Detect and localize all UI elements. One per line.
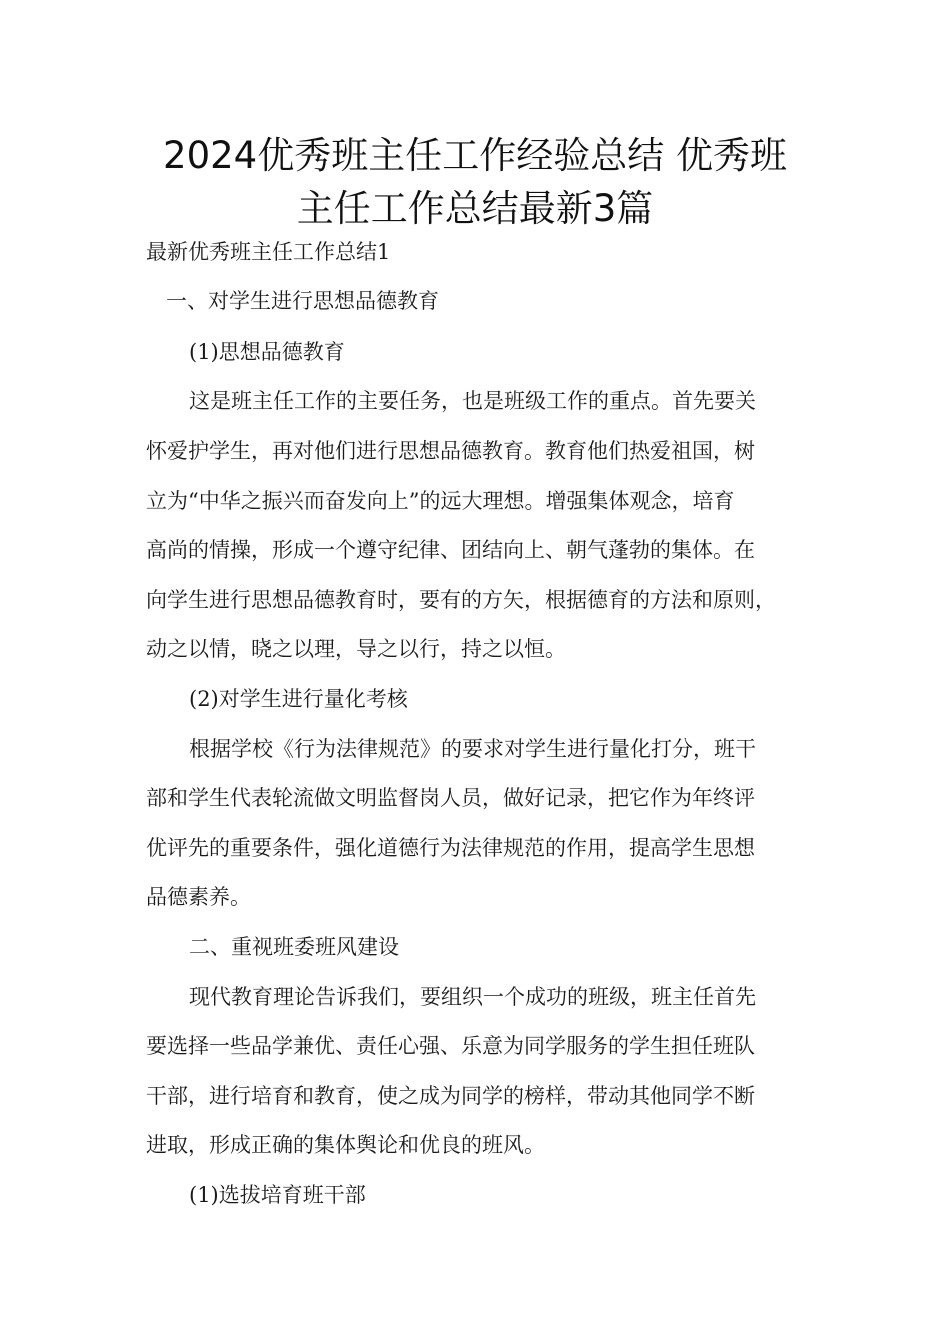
paragraph-2-line: 根据学校《行为法律规范》的要求对学生进行量化打分，班干 <box>189 737 756 761</box>
paragraph-1-line: 向学生进行思想品德教育时，要有的方矢，根据德育的方法和原则， <box>146 588 776 612</box>
paragraph-1-line: 高尚的情操，形成一个遵守纪律、团结向上、朝气蓬勃的集体。在 <box>146 538 755 562</box>
paragraph-1-line: 这是班主任工作的主要任务，也是班级工作的重点。首先要关 <box>189 389 756 413</box>
document-title-line-2: 主任工作总结最新3篇 <box>296 187 654 230</box>
paragraph-2-line: 品德素养。 <box>146 885 251 909</box>
paragraph-2-line: 部和学生代表轮流做文明监督岗人员，做好记录，把它作为年终评 <box>146 786 755 810</box>
paragraph-3-line: 现代教育理论告诉我们，要组织一个成功的班级，班主任首先 <box>189 985 756 1009</box>
document-title-line-1: 2024优秀班主任工作经验总结 优秀班 <box>163 134 787 177</box>
subsection-2-heading: (2)对学生进行量化考核 <box>189 687 408 711</box>
subtitle: 最新优秀班主任工作总结1 <box>146 240 391 264</box>
paragraph-1-line: 动之以情，晓之以理，导之以行，持之以恒。 <box>146 637 566 661</box>
paragraph-3-line: 进取，形成正确的集体舆论和优良的班风。 <box>146 1133 545 1157</box>
paragraph-3-line: 要选择一些品学兼优、责任心强、乐意为同学服务的学生担任班队 <box>146 1034 755 1058</box>
section-2-heading: 二、重视班委班风建设 <box>189 935 399 959</box>
subsection-1-heading: (1)思想品德教育 <box>189 340 345 364</box>
subsection-3-heading: (1)选拔培育班干部 <box>189 1183 366 1207</box>
paragraph-3-line: 干部，进行培育和教育，使之成为同学的榜样，带动其他同学不断 <box>146 1084 755 1108</box>
paragraph-1-line: 怀爱护学生，再对他们进行思想品德教育。教育他们热爱祖国，树 <box>146 439 755 463</box>
paragraph-2-line: 优评先的重要条件，强化道德行为法律规范的作用，提高学生思想 <box>146 836 755 860</box>
paragraph-1-line: 立为“中华之振兴而奋发向上”的远大理想。增强集体观念，培育 <box>146 489 735 513</box>
section-1-heading: 一、对学生进行思想品德教育 <box>166 289 439 313</box>
